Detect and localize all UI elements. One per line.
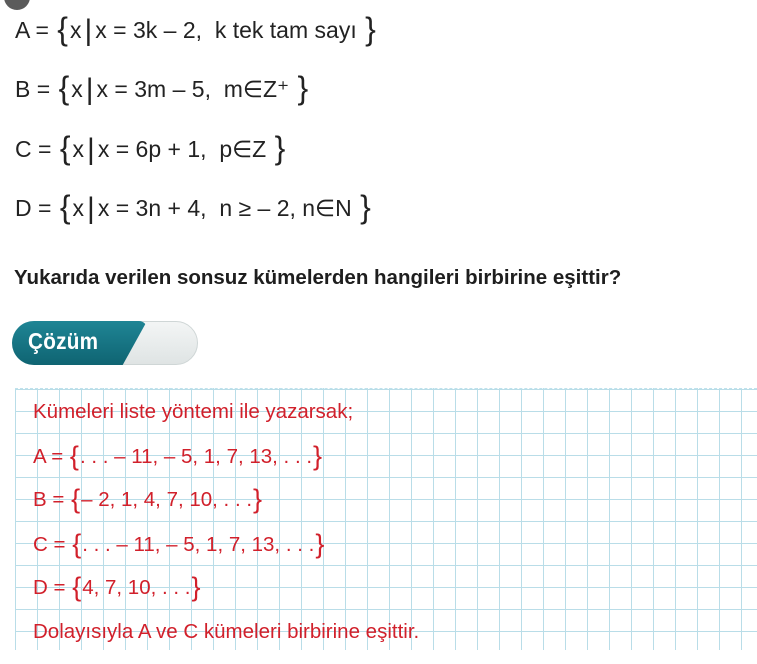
left-brace: { (72, 529, 82, 559)
set-name: C (15, 136, 32, 162)
left-brace: { (57, 11, 68, 47)
set-name: A (33, 445, 46, 468)
left-brace: { (58, 70, 70, 106)
set-name: A (15, 17, 30, 43)
set-elements: – 2, 1, 4, 7, 10, . . . (81, 488, 253, 511)
right-brace: } (360, 189, 371, 225)
solution-list-d: D = {4, 7, 10, . . .} (33, 572, 201, 602)
set-condition: n ≥ – 2, n∈N (219, 195, 352, 221)
bottom-margin (0, 650, 757, 664)
set-name: D (33, 576, 48, 599)
right-brace: } (313, 441, 323, 471)
left-brace: { (71, 484, 81, 514)
such-that-bar: | (84, 14, 93, 47)
left-brace: { (59, 130, 71, 166)
solution-tab (12, 321, 198, 365)
right-brace: } (191, 572, 201, 602)
set-rule: x = 3m – 5, (96, 76, 211, 102)
right-brace: } (297, 70, 309, 106)
grid-paper (15, 388, 757, 651)
definition-d: D = {x | x = 3n + 4, n ≥ – 2, n∈N } (15, 189, 371, 225)
set-name: B (15, 76, 31, 102)
set-name: D (15, 195, 32, 221)
set-elements: . . . – 11, – 5, 1, 7, 13, . . . (79, 445, 313, 468)
right-brace: } (315, 529, 325, 559)
such-that-bar: | (85, 73, 94, 106)
set-rule: x = 6p + 1, (97, 136, 207, 162)
such-that-bar: | (87, 133, 95, 166)
solution-conclusion: Dolayısıyla A ve C kümeleri birbirine eşittir. (33, 620, 420, 643)
set-elements: 4, 7, 10, . . . (82, 576, 191, 599)
solution-list-a: A = {. . . – 11, – 5, 1, 7, 13, . . .} (33, 441, 323, 471)
solution-list-b: B = {– 2, 1, 4, 7, 10, . . .} (33, 484, 263, 514)
right-brace: } (274, 130, 286, 166)
definition-a: A = {x | x = 3k – 2, k tek tam sayı } (15, 11, 376, 47)
set-condition: k tek tam sayı (214, 17, 357, 43)
set-name: B (33, 488, 47, 511)
right-brace: } (253, 484, 263, 514)
solution-intro: Kümeleri liste yöntemi ile yazarsak; (33, 400, 354, 423)
such-that-bar: | (87, 192, 95, 225)
set-rule: x = 3n + 4, (97, 195, 207, 221)
set-elements: . . . – 11, – 5, 1, 7, 13, . . . (82, 533, 315, 556)
set-condition: p∈Z (219, 136, 267, 162)
solution-list-c: C = {. . . – 11, – 5, 1, 7, 13, . . .} (33, 529, 325, 559)
definition-b: B = {x | x = 3m – 5, m∈Z⁺ } (15, 70, 309, 106)
left-brace: { (72, 572, 82, 602)
definition-c: C = {x | x = 6p + 1, p∈Z } (15, 130, 286, 166)
question-text: Yukarıda verilen sonsuz kümelerden hangileri birbirine eşittir? (14, 266, 622, 289)
left-brace: { (69, 441, 79, 471)
right-brace: } (365, 11, 376, 47)
set-rule: x = 3k – 2, (95, 17, 203, 43)
set-condition: m∈Z⁺ (223, 76, 290, 102)
solution-label: Çözüm (28, 328, 99, 354)
left-brace: { (59, 189, 71, 225)
set-name: C (33, 533, 48, 556)
